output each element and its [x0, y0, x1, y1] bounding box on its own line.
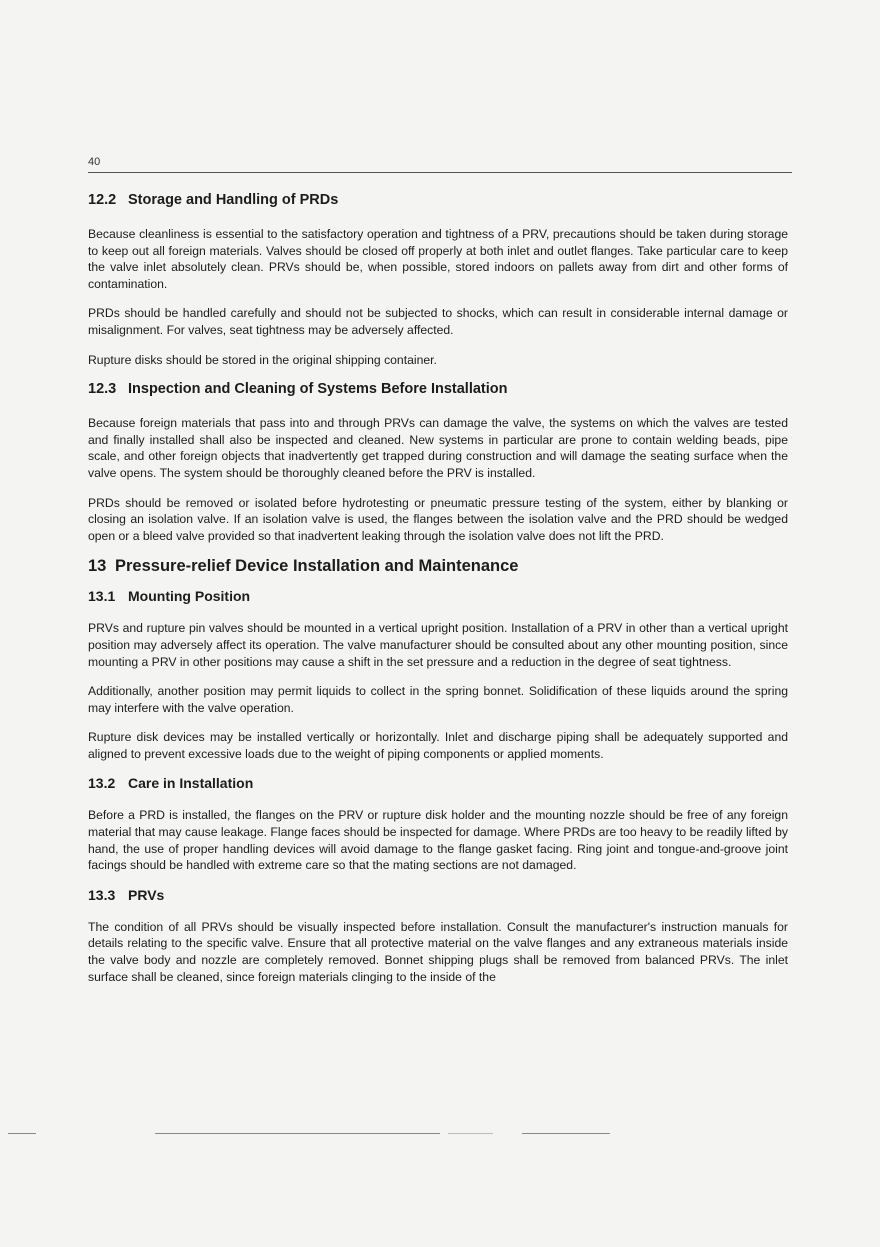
section-title: Pressure-relief Device Installation and Maintenance	[115, 557, 519, 576]
page-content	[88, 192, 788, 998]
section-number: 13	[88, 557, 107, 576]
footer-rule-fragment	[448, 1133, 493, 1134]
section-heading-13-1	[88, 588, 788, 604]
paragraph: Because cleanliness is essential to the satisfactory operation and tightness of a PRV, precautions should be taken during storage to keep out all foreign materials. Valves should be closed off properly at both inlet and outlet flanges. Take particular care to keep the valve inlet absolutely clean. PRVs should be, when possible, stored indoors on pallets away from dirt and other forms of contamination.	[88, 227, 788, 291]
paragraph: The condition of all PRVs should be visually inspected before installation. Consult the manufacturer's instruction manuals for details relating to the specific valve. Ensure that all protective material on the valve flanges and any extraneous materials inside the valve body and nozzle are completely removed. Bonnet shipping plugs shall be removed from balanced PRVs. The inlet surface shall be cleaned, since foreign materials clinging to the inside of the	[88, 919, 788, 984]
section-heading-12-3	[88, 381, 788, 397]
section-heading-13-3	[88, 887, 788, 903]
paragraph: Additionally, another position may permit liquids to collect in the spring bonnet. Solidification of these liquids around the spring may interfere with the valve operation.	[88, 684, 788, 715]
paragraph: Rupture disks should be stored in the original shipping container.	[88, 352, 437, 367]
section-heading-12-2	[88, 192, 788, 208]
footer-rule-fragment	[522, 1133, 610, 1134]
paragraph: Rupture disk devices may be installed vertically or horizontally. Inlet and discharge piping shall be adequately supported and aligned to prevent excessive loads due to the weight of piping components or applied moments.	[88, 730, 788, 761]
section-title: Care in Installation	[128, 775, 254, 792]
section-number: 13.2	[88, 775, 116, 792]
chapter-heading-13	[88, 557, 788, 576]
section-title: PRVs	[128, 886, 165, 903]
footer-rule-fragment	[8, 1133, 36, 1134]
paragraph: Before a PRD is installed, the flanges on the PRV or rupture disk holder and the mounting nozzle should be free of any foreign material that may cause leakage. Flange faces should be inspected for damage. Where PRDs are too heavy to be readily lifted by hand, the use of proper handling devices will avoid damage to the flange gasket facing. Ring joint and tongue-and-groove joint facings should be handled with extreme care so that the mating sections are not damaged.	[88, 808, 788, 873]
page-header	[88, 152, 792, 170]
section-title: Inspection and Cleaning of Systems Before Installation	[128, 381, 508, 398]
section-title: Storage and Handling of PRDs	[128, 192, 339, 208]
paragraph: PRDs should be removed or isolated before hydrotesting or pneumatic pressure testing of the system, either by blanking or closing an isolation valve. If an isolation valve is used, the flanges between the isolation valve and the PRD should be wedged open or a bleed valve provided so that inadvertent leaking through the isolation valve does not lift the PRD.	[88, 495, 788, 543]
footer-scan-artifacts	[0, 1133, 880, 1137]
paragraph: Because foreign materials that pass into and through PRVs can damage the valve, the systems on which the valves are tested and finally installed shall also be inspected and cleaned. New systems in particular are prone to contain welding beads, pipe scale, and other foreign objects that inadvertently get trapped during construction and will damage the seating surface when the valve opens. The system should be thoroughly cleaned before the PRV is installed.	[88, 416, 788, 480]
section-number: 12.3	[88, 381, 117, 398]
section-number: 13.1	[88, 588, 116, 605]
section-title: Mounting Position	[128, 588, 251, 605]
page-number: 40	[88, 156, 101, 168]
section-number: 12.2	[88, 192, 117, 208]
header-rule	[88, 172, 792, 173]
section-number: 13.3	[88, 886, 116, 903]
paragraph: PRDs should be handled carefully and should not be subjected to shocks, which can result in considerable internal damage or misalignment. For valves, seat tightness may be adversely affected.	[88, 306, 788, 337]
paragraph: PRVs and rupture pin valves should be mounted in a vertical upright position. Installation of a PRV in other than a vertical upright position may adversely affect its operation. The valve manufacturer should be consulted about any other mounting position, since mounting a PRV in other positions may cause a shift in the set pressure and a reduction in the degree of seat tightness.	[88, 621, 788, 669]
footer-rule-fragment	[155, 1133, 440, 1134]
section-heading-13-2	[88, 775, 788, 791]
